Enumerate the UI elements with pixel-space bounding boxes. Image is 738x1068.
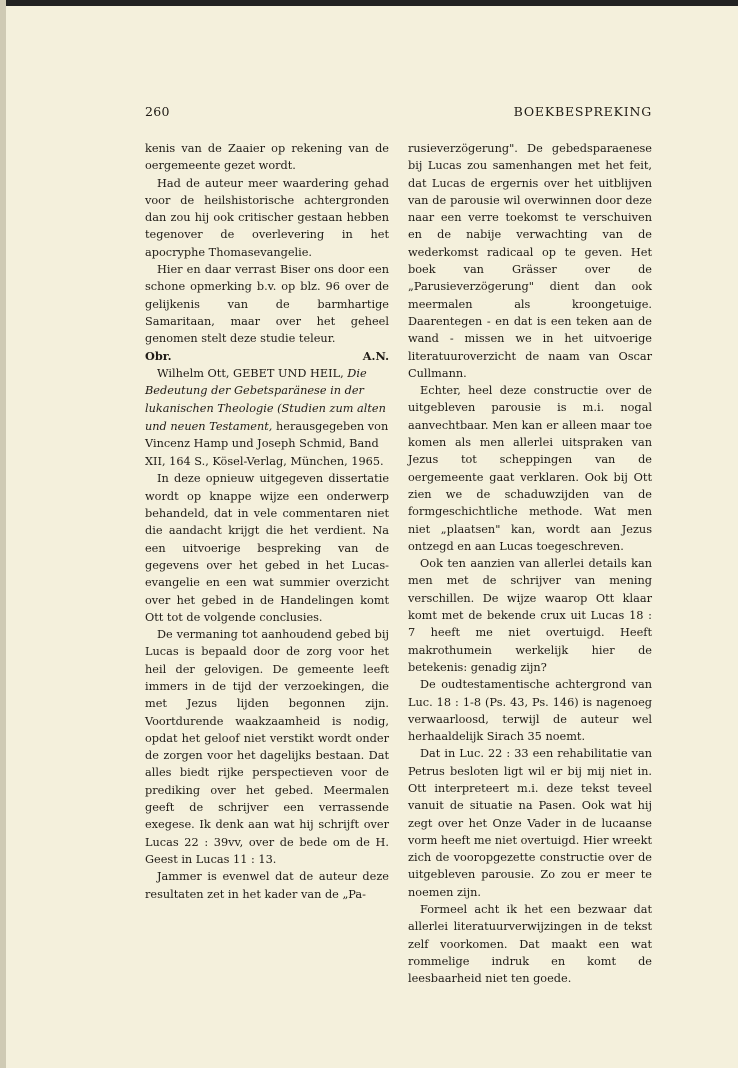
paragraph: Had de auteur meer waardering gehad voor de heilshistorische achtergronden dan zou hij ook critischer gestaan hebben tegenover de overlevering in het apocryphe Thomasevangelie. (145, 176, 389, 259)
paragraph: Dat in Luc. 22 : 33 een rehabilitatie van Petrus besloten ligt wil er bij mij niet in. Ott interpreteert m.i. deze tekst teveel vanuit de situatie na Pasen. Ook wat hij zegt over het Onze Vader in de lucaanse vorm heeft me niet overtuigd. Hier wreekt zich de vooropgezette constructie over de uitgebleven parousie. Zo zou er meer te noemen zijn. (408, 747, 652, 899)
paragraph: In deze opnieuw uitgegeven dissertatie wordt op knappe wijze een onderwerp behandeld, dat in vele commentaren niet die aandacht krijgt die het verdient. Na een uitvoerige bespreking van de gegevens over het gebed in het Lucas-evangelie en een wat summier overzicht over het gebed in de Handelingen komt Ott tot de volgende conclusies. (145, 472, 389, 624)
paragraph: Jammer is evenwel dat de auteur deze resultaten zet in het kader van de „Pa- (145, 870, 389, 901)
page-header (145, 104, 652, 126)
paragraph: Echter, heel deze constructie over de uitgebleven parousie is m.i. nogal aanvechtbaar. Men kan er alleen maar toe komen als men allerlei uitspraken van Jezus tot scheppingen van de oergemeente gaat verklaren. Ook bij Ott zien we de schaduwzijden van de formgeschichtliche methode. Wat men niet „plaatsen" kan, wordt aan Jezus ontzegd en aan Lucas toegeschreven. (408, 384, 652, 553)
paragraph: Formeel acht ik het een bezwaar dat allerlei literatuurverwijzingen in de tekst zelf voorkomen. Dat maakt een wat rommelige indruk en komt de leesbaarheid niet ten goede. (408, 903, 652, 986)
book-details: herausgegeben von Vincenz Hamp und Joseph Schmid, Band XII, 164 S., Kösel-Verlag, München, 1965. (145, 419, 389, 468)
book-reference (145, 365, 389, 471)
paragraph: rusieverzögerung". De gebedsparaenese bij Lucas zou samenhangen met het feit, dat Lucas de ergernis over het uitblijven van de parousie wil overwinnen door deze naar een verre toekomst te verschuiven en de nabije verwachting van de wederkomst radicaal op te geven. Het boek van Grässer over de „Parusieverzögerung" dient dan ook meermalen als kroongetuige. Daarentegen - en dat is een teken aan de wand - missen we in het uitvoerige literatuuroverzicht de naam van Oscar Cullmann. (408, 142, 652, 380)
scan-left-border (0, 0, 6, 1068)
page-number: 260 (145, 104, 170, 119)
book-page (145, 104, 652, 1034)
paragraph: Hier en daar verrast Biser ons door een schone opmerking b.v. op blz. 96 over de gelijkenis van de barmhartige Samaritaan, maar over het geheel genomen stelt deze studie teleur. (145, 263, 389, 346)
paragraph: Ook ten aanzien van allerlei details kan men met de schrijver van mening verschillen. De wijze waarop Ott klaar komt met de bekende crux uit Lucas 18 : 7 heeft me niet overtuigd. Heeft makrothumein werkelijk hier de betekenis: genadig zijn? (408, 557, 652, 674)
paragraph: De oudtestamentische achtergrond van Luc. 18 : 1-8 (Ps. 43, Ps. 146) is nagenoeg verwaarloosd, terwijl de auteur wel herhaaldelijk Sirach 35 noemt. (408, 678, 652, 744)
right-column (408, 140, 652, 988)
paragraph: De vermaning tot aanhoudend gebed bij Lucas is bepaald door de zorg voor het heil der gelovigen. De gemeente leeft immers in de tijd der verzoekingen, die met Jezus lijden begonnen zijn. Voortdurende waakzaamheid is nodig, opdat het geloof niet verstikt wordt onder de zorgen voor het dagelijks bestaan. Dat alles biedt rijke perspectieven voor de prediking over het gebed. Meermalen geeft de schrijver een verrassende exegese. Ik denk aan wat hij schrijft over Lucas 22 : 39vv, over de bede om de H. Geest in Lucas 11 : 13. (145, 628, 389, 866)
scan-top-border (0, 0, 738, 6)
text-columns (145, 140, 652, 988)
signature-abbrev: Obr. (145, 348, 172, 363)
book-author-title: Wilhelm Ott, GEBET UND HEIL, (157, 366, 344, 380)
left-column (145, 140, 389, 988)
book-subtitle: Die Bedeutung der Gebetsparänese in der lukanischen Theologie (Studien zum alten und neuen Testament, (145, 366, 386, 433)
review-signature (145, 348, 389, 365)
signature-initials: A.N. (362, 348, 389, 363)
running-head: BOEKBESPREKING (513, 104, 652, 119)
paragraph: kenis van de Zaaier op rekening van de oergemeente gezet wordt. (145, 142, 389, 173)
